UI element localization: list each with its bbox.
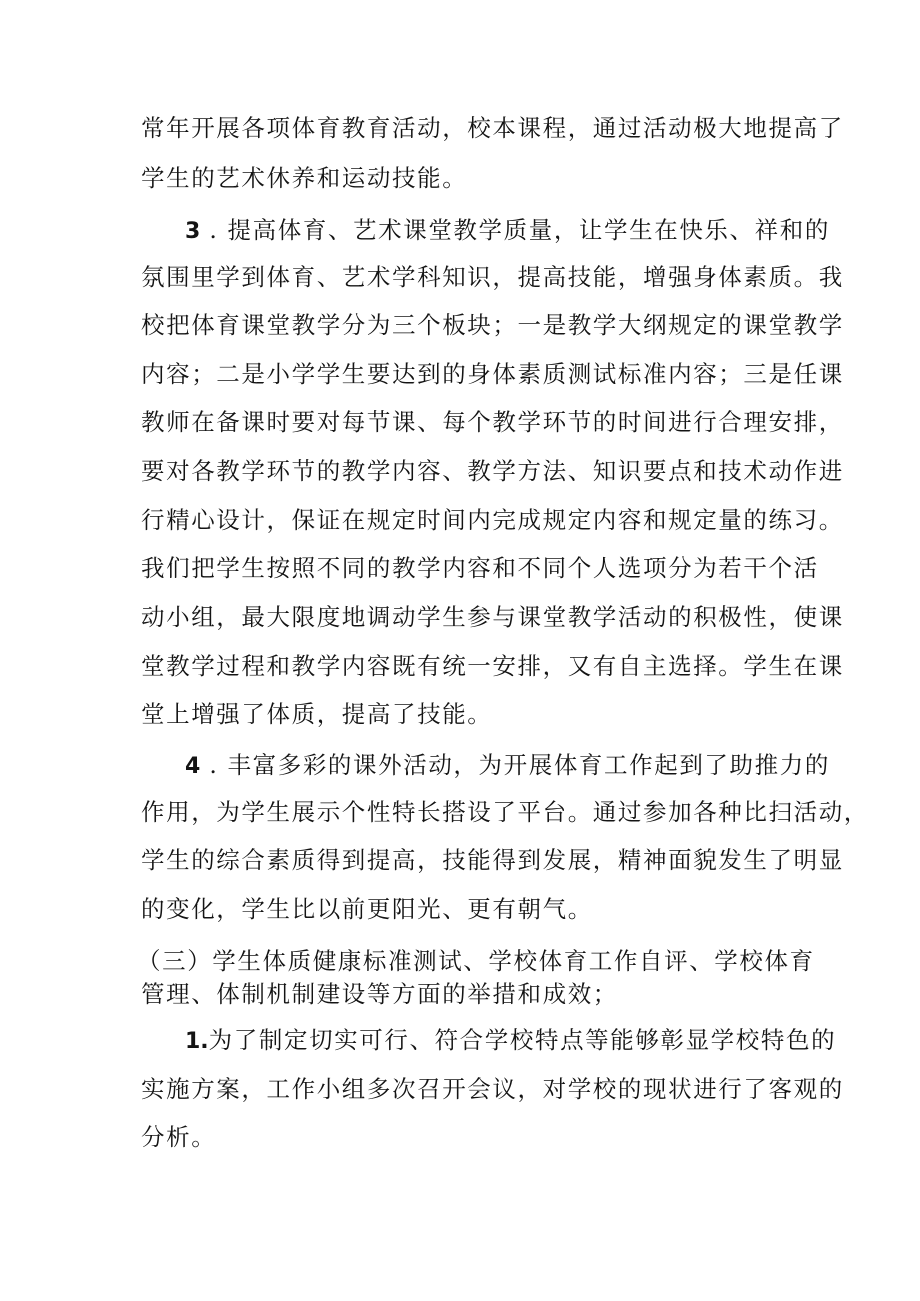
paragraph-3-line-1 [141,750,830,782]
paragraph-2-line-9: 动小组，最大限度地调动学生参与课堂教学活动的积极性，使课 [141,603,844,631]
paragraph-2-number: 3 [185,219,201,244]
section-3-heading-line-1: （三）学生体质健康标准测试、学校体育工作自评、学校体育 [137,947,815,975]
paragraph-5-line-2: 实施方案，工作小组多次召开会议，对学校的现状进行了客观的 [141,1075,844,1103]
paragraph-3-line-3: 学生的综合素质得到提高，技能得到发展，精神面貌发生了明显 [141,846,844,874]
paragraph-2-line-1 [141,215,830,247]
paragraph-2-line-1-text: . 提高体育、艺术课堂教学质量，让学生在快乐、祥和的 [200,216,830,244]
paragraph-2-line-6: 要对各教学环节的教学内容、教学方法、知识要点和技术动作进 [141,457,844,485]
paragraph-2-line-2: 氛围里学到体育、艺术学科知识，提高技能，增强身体素质。我 [141,263,844,291]
paragraph-2-line-10: 堂教学过程和教学内容既有统一安排，又有自主选择。学生在课 [141,652,844,680]
section-3-heading-line-2: 管理、体制机制建设等方面的举措和成效； [141,980,618,1008]
paragraph-1-line-1: 常年开展各项体育教育活动，校本课程，通过活动极大地提高了 [141,114,844,142]
paragraph-2-line-8: 我们把学生按照不同的教学内容和不同个人选项分为若干个活 [141,554,819,582]
paragraph-5-line-1-text: 为了制定切实可行、符合学校特点等能够彰显学校特色的 [208,1026,837,1054]
paragraph-3-line-4: 的变化，学生比以前更阳光、更有朝气。 [141,895,593,923]
paragraph-1-line-2: 学生的艺术休养和运动技能。 [141,164,468,192]
paragraph-5-line-1 [141,1025,836,1057]
paragraph-5-number: 1. [185,1029,209,1054]
paragraph-2-line-7: 行精心设计，保证在规定时间内完成规定内容和规定量的练习。 [141,506,844,534]
paragraph-2-line-5: 教师在备课时要对每节课、每个教学环节的时间进行合理安排， [141,408,844,436]
paragraph-3-number: 4 [185,754,201,779]
paragraph-2-line-3: 校把体育课堂教学分为三个板块；一是教学大纲规定的课堂教学 [141,311,844,339]
paragraph-5-line-3: 分析。 [141,1123,217,1151]
paragraph-2-line-11: 堂上增强了体质，提高了技能。 [141,700,493,728]
paragraph-3-line-1-text: . 丰富多彩的课外活动，为开展体育工作起到了助推力的 [200,751,830,779]
paragraph-3-line-2: 作用，为学生展示个性特长搭设了平台。通过参加各种比扫活动， [141,798,869,826]
paragraph-2-line-4: 内容；二是小学学生要达到的身体素质测试标准内容；三是任课 [141,360,844,388]
